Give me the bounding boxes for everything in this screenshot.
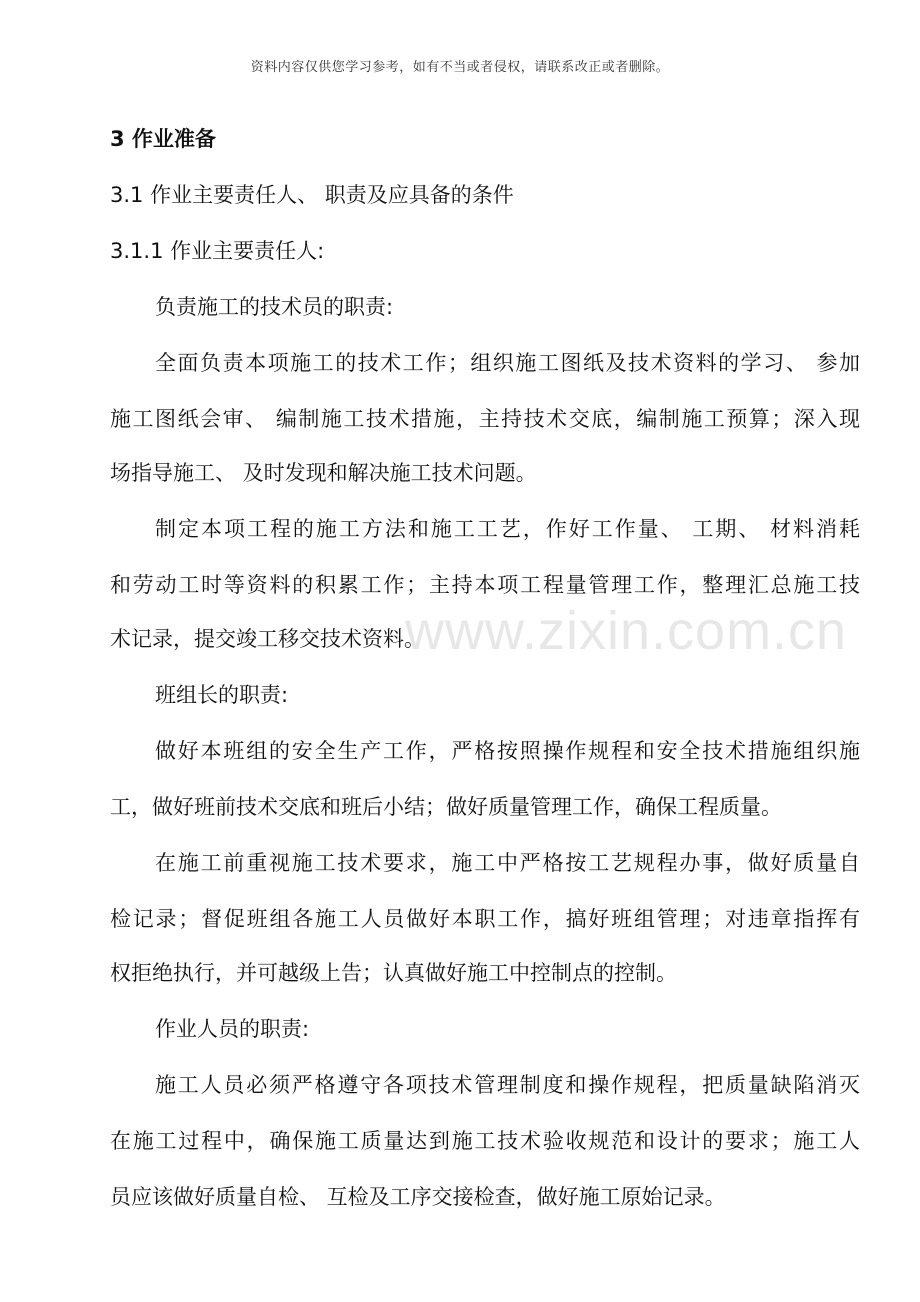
paragraph-line: 施工人员必须严格遵守各项技术管理制度和操作规程，把质量缺陷消灭 bbox=[155, 1073, 860, 1097]
paragraph-line: 在施工前重视施工技术要求，施工中严格按工艺规程办事，做好质量自 bbox=[155, 851, 860, 875]
section-title: 3 作业准备 bbox=[110, 127, 216, 151]
paragraph-line: 施工图纸会审、 编制施工技术措施，主持技术交底，编制施工预算；深入现 bbox=[110, 407, 860, 431]
paragraph-line: 做好本班组的安全生产工作，严格按照操作规程和安全技术措施组织施 bbox=[155, 739, 860, 763]
paragraph-line: 工，做好班前技术交底和班后小结；做好质量管理工作，确保工程质量。 bbox=[110, 795, 782, 819]
subsubsection-title: 3.1.1 作业主要责任人: bbox=[110, 239, 325, 263]
worker-duty-heading: 作业人员的职责: bbox=[155, 1017, 310, 1041]
paragraph-line: 权拒绝执行，并可越级上告；认真做好施工中控制点的控制。 bbox=[110, 961, 677, 985]
paragraph-line: 和劳动工时等资料的积累工作；主持本项工程量管理工作，整理汇总施工技 bbox=[110, 573, 860, 597]
header-disclaimer: 资料内容仅供您学习参考，如有不当或者侵权，请联系改正或者删除。 bbox=[250, 60, 670, 75]
paragraph-line: 在施工过程中，确保施工质量达到施工技术验收规范和设计的要求；施工人 bbox=[110, 1129, 860, 1153]
tech-duty-heading: 负责施工的技术员的职责: bbox=[155, 295, 394, 319]
paragraph-line: 场指导施工、 及时发现和解决施工技术问题。 bbox=[110, 461, 537, 485]
paragraph-line: 全面负责本项施工的技术工作；组织施工图纸及技术资料的学习、 参加 bbox=[155, 351, 860, 375]
subsection-title: 3.1 作业主要责任人、 职责及应具备的条件 bbox=[110, 183, 514, 207]
paragraph-line: 员应该做好质量自检、 互检及工序交接检查，做好施工原始记录。 bbox=[110, 1185, 726, 1209]
paragraph-line: 检记录；督促班组各施工人员做好本职工作，搞好班组管理；对违章指挥有 bbox=[110, 907, 860, 931]
paragraph-line: 术记录，提交竣工移交技术资料。 bbox=[110, 627, 425, 651]
watermark: www.zixin.com.cn bbox=[405, 601, 848, 661]
paragraph-line: 制定本项工程的施工方法和施工工艺，作好工作量、 工期、 材料消耗 bbox=[155, 517, 860, 541]
leader-duty-heading: 班组长的职责: bbox=[155, 683, 289, 707]
